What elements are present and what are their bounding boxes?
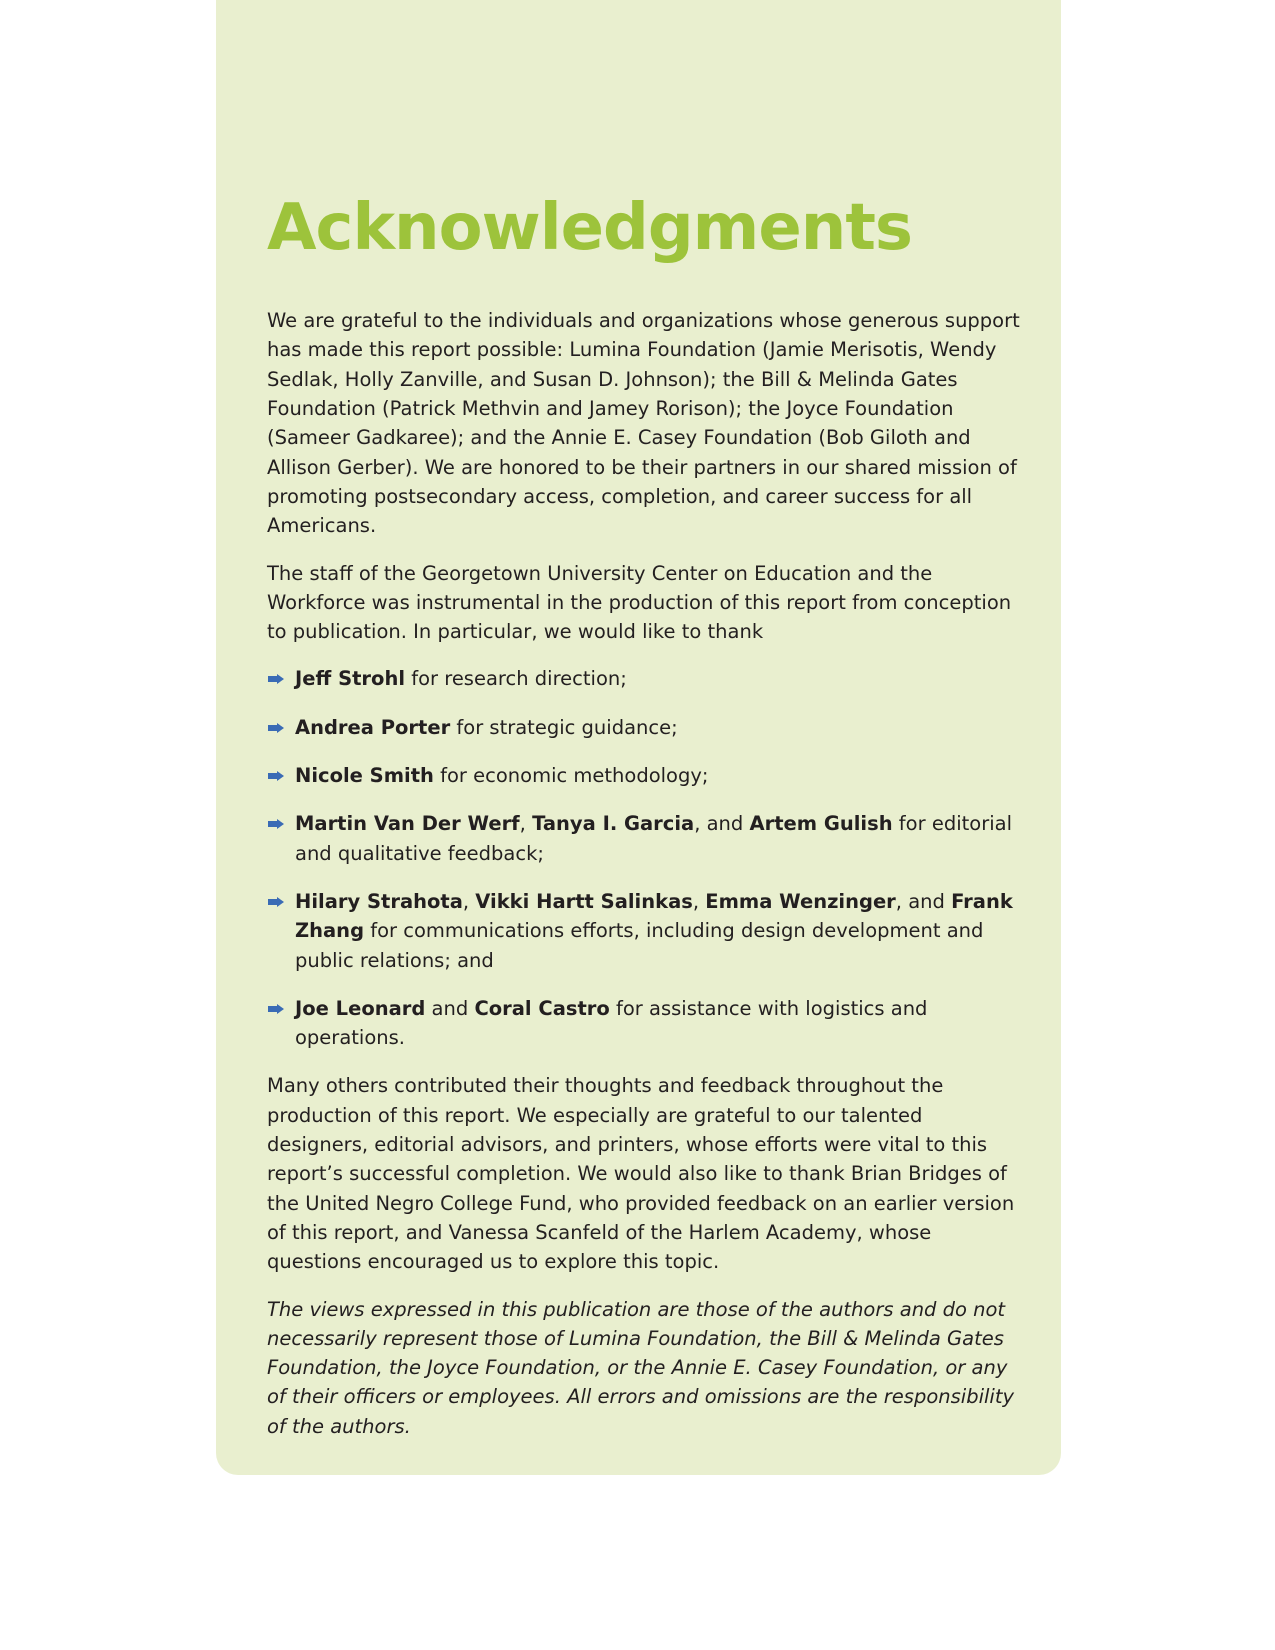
name-separator: , and bbox=[694, 812, 750, 836]
thanked-name: Jeff Strohl bbox=[295, 667, 406, 691]
page-title: Acknowledgments bbox=[267, 191, 912, 265]
name-separator: , bbox=[462, 889, 476, 913]
thanks-text: for communications efforts, including design development and public relations; and bbox=[295, 919, 984, 972]
thanked-name: Joe Leonard bbox=[295, 996, 426, 1020]
list-item bbox=[267, 887, 1027, 975]
thanked-name: Coral Castro bbox=[474, 996, 610, 1020]
list-item bbox=[267, 761, 1027, 790]
others-paragraph: Many others contributed their thoughts and feedback throughout the production of this report. We especially are grateful to our talented designers, editorial advisors, and printers, whose efforts were vital to this report’s successful completion. We would also like to thank Brian Bridges of the United Negro College Fund, who provided feedback on an earlier version of this report, and Vanessa Scanfeld of the Harlem Academy, whose questions encouraged us to explore this topic. bbox=[267, 1074, 1015, 1274]
arrow-bullet-icon bbox=[268, 674, 284, 684]
intro-paragraph: We are grateful to the individuals and organizations whose generous support has made this report possible: Lumina Foundation (Jamie Merisotis, Wendy Sedlak, Holly Zanville, and Susan D. Johnson); the Bill & Melinda Gates Foundation (Patrick Methvin and Jamey Rorison); the Joyce Foundation (Sameer Gadkaree); and the Annie E. Casey Foundation (Bob Giloth and Allison Gerber). We are honored to be their partners in our shared mission of promoting postsecondary access, completion, and career success for all Americans. bbox=[267, 309, 1020, 538]
arrow-bullet-icon bbox=[268, 771, 284, 781]
arrow-bullet-icon bbox=[268, 819, 284, 829]
list-item bbox=[267, 664, 1027, 693]
list-item bbox=[267, 994, 1027, 1053]
disclaimer-paragraph: The views expressed in this publication are those of the authors and do not necessarily represent those of Lumina Foundation, the Bill & Melinda Gates Foundation, the Joyce Foundation, or the Annie E. Casey Foundation, or any of their officers or employees. All errors and omissions are the responsibility of the authors. bbox=[267, 1297, 1015, 1438]
staff-paragraph: The staff of the Georgetown University Center on Education and the Workforce was instrumental in the production of this report from conception to publication. In particular, we would like to thank bbox=[267, 561, 1012, 644]
thanks-text: for research direction; bbox=[405, 667, 627, 691]
name-separator: , bbox=[519, 812, 533, 836]
name-separator: , bbox=[692, 889, 706, 913]
thanked-name: Emma Wenzinger bbox=[705, 889, 896, 913]
name-separator: , and bbox=[895, 889, 952, 913]
thanked-name: Nicole Smith bbox=[295, 764, 434, 788]
thanks-text: for strategic guidance; bbox=[450, 715, 678, 739]
arrow-bullet-icon bbox=[268, 723, 284, 733]
thanked-name: Martin Van Der Werf bbox=[295, 812, 520, 836]
list-item bbox=[267, 809, 1027, 868]
thanked-name: Tanya I. Garcia bbox=[532, 812, 695, 836]
thanked-name: Vikki Hartt Salinkas bbox=[475, 889, 693, 913]
thanked-name: Artem Gulish bbox=[749, 812, 893, 836]
name-separator: and bbox=[425, 996, 475, 1020]
thanked-name: Frank Zhang bbox=[295, 889, 1013, 943]
thanked-name: Hilary Strahota bbox=[295, 889, 463, 913]
arrow-bullet-icon bbox=[268, 897, 284, 907]
thanks-text: for economic methodology; bbox=[433, 764, 709, 788]
thanks-list bbox=[267, 664, 1027, 1052]
thanks-text: for assistance with logistics and operations. bbox=[295, 996, 928, 1050]
list-item bbox=[267, 713, 1027, 742]
arrow-bullet-icon bbox=[268, 1004, 284, 1014]
acknowledgments-section bbox=[267, 191, 1027, 1459]
thanked-name: Andrea Porter bbox=[295, 715, 451, 739]
thanks-text: for editorial and qualitative feedback; bbox=[295, 812, 1012, 865]
